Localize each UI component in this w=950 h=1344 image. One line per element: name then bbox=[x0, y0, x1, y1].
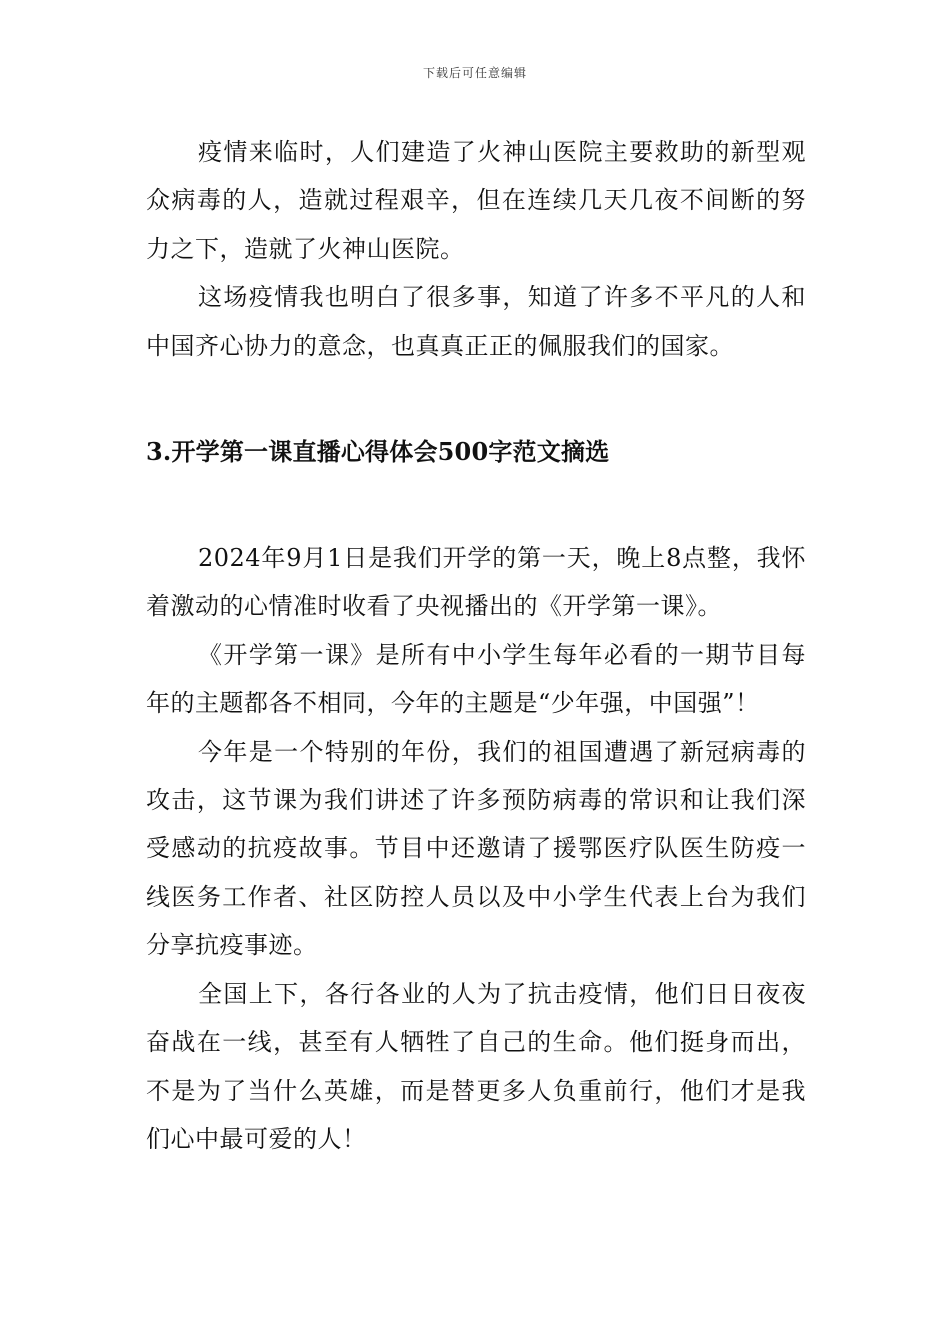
paragraph: 2024年9月1日是我们开学的第一天，晚上8点整，我怀着激动的心情准时收看了央视播出的《开学第一课》。 bbox=[146, 544, 806, 621]
spacer bbox=[146, 476, 806, 534]
spacer bbox=[146, 370, 806, 428]
section-heading: 3.开学第一课直播心得体会500字范文摘选 bbox=[146, 437, 610, 467]
paragraph: 《开学第一课》是所有中小学生每年必看的一期节目每年的主题都各不相同，今年的主题是“少年强，中国强”！ bbox=[146, 640, 806, 718]
paragraph: 今年是一个特别的年份，我们的祖国遭遇了新冠病毒的攻击，这节课为我们讲述了许多预防病毒的常识和让我们深受感动的抗疫故事。节目中还邀请了援鄂医疗队医生防疫一线医务工作者、社区防控人员以及中小学生代表上台为我们分享抗疫事迹。 bbox=[146, 737, 806, 960]
paragraph: 这场疫情我也明白了很多事，知道了许多不平凡的人和中国齐心协力的意念，也真真正正的佩服我们的国家。 bbox=[146, 283, 806, 360]
paragraph: 全国上下，各行各业的人为了抗击疫情，他们日日夜夜奋战在一线，甚至有人牺牲了自己的生命。他们挺身而出，不是为了当什么英雄，而是替更多人负重前行，他们才是我们心中最可爱的人！ bbox=[146, 979, 806, 1153]
header-note: 下载后可任意编辑 bbox=[422, 66, 527, 80]
paragraph: 疫情来临时，人们建造了火神山医院主要救助的新型观众病毒的人，造就过程艰辛，但在连续几天几夜不间断的努力之下，造就了火神山医院。 bbox=[146, 138, 806, 263]
document-body bbox=[146, 128, 806, 1163]
